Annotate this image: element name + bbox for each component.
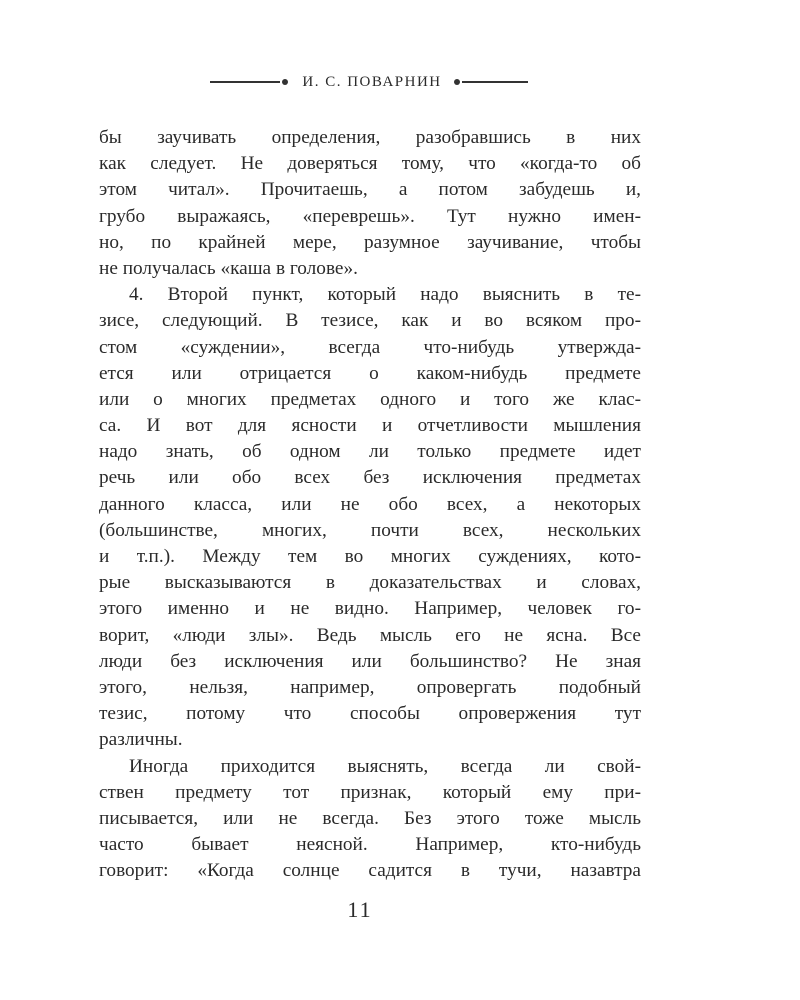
text-line: данного класса, или не обо всех, а некоторых [99, 493, 641, 515]
ornament-dot-right [454, 79, 460, 85]
text-line: (большинстве, многих, почти всех, нескольких [99, 519, 641, 541]
text-line: ворит, «люди злы». Ведь мысль его не ясна. Все [99, 624, 641, 646]
text-line: 4. Второй пункт, который надо выяснить в те- [129, 284, 641, 306]
running-head-title: И. С. ПОВАРНИН [302, 74, 442, 90]
ornament-rule-left [210, 81, 280, 83]
text-line: зисе, следующий. В тезисе, как и во всяком про- [99, 310, 641, 332]
text-line: или о многих предметах одного и того же клас- [99, 388, 641, 410]
text-line: са. И вот для ясности и отчетливости мышления [99, 415, 641, 437]
text-line: часто бывает неясной. Например, кто-нибудь [99, 834, 641, 856]
text-line: различны. [99, 729, 183, 751]
text-line: Иногда приходится выяснять, всегда ли свой- [129, 755, 641, 777]
text-line: тезис, потому что способы опровержения тут [99, 703, 641, 725]
text-line: писывается, или не всегда. Без этого тоже мысль [99, 807, 641, 829]
text-line: как следует. Не доверяться тому, что «когда-то об [99, 153, 641, 175]
text-line: речь или обо всех без исключения предметах [99, 467, 641, 489]
text-line: говорит: «Когда солнце садится в тучи, назавтра [99, 860, 641, 882]
text-line: стом «суждении», всегда что-нибудь утвержда- [99, 336, 641, 358]
text-line: грубо выражаясь, «переврешь». Тут нужно имен- [99, 205, 641, 227]
text-line: и т.п.). Между тем во многих суждениях, кото- [99, 546, 641, 567]
text-line: ется или отрицается о каком-нибудь предмете [99, 362, 641, 384]
running-head [210, 72, 528, 92]
text-line: бы заучивать определения, разобравшись в них [99, 127, 641, 148]
text-line: надо знать, об одном ли только предмете идет [99, 441, 641, 463]
text-line: ствен предмету тот признак, который ему при- [99, 781, 641, 803]
ornament-rule-right [462, 81, 528, 83]
text-line: рые высказываются в доказательствах и словах, [99, 572, 641, 594]
text-line: этом читал». Прочитаешь, а потом забудешь и, [99, 179, 641, 201]
body-text [99, 125, 641, 884]
text-line: не получалась «каша в голове». [99, 257, 358, 279]
text-line: этого, нельзя, например, опровергать подобный [99, 676, 641, 698]
text-line: но, по крайней мере, разумное заучивание, чтобы [99, 231, 641, 253]
text-line: люди без исключения или большинство? Не зная [99, 650, 641, 672]
page-number: 11 [347, 897, 373, 922]
ornament-dot-left [282, 79, 288, 85]
text-line: этого именно и не видно. Например, человек го- [99, 598, 641, 620]
